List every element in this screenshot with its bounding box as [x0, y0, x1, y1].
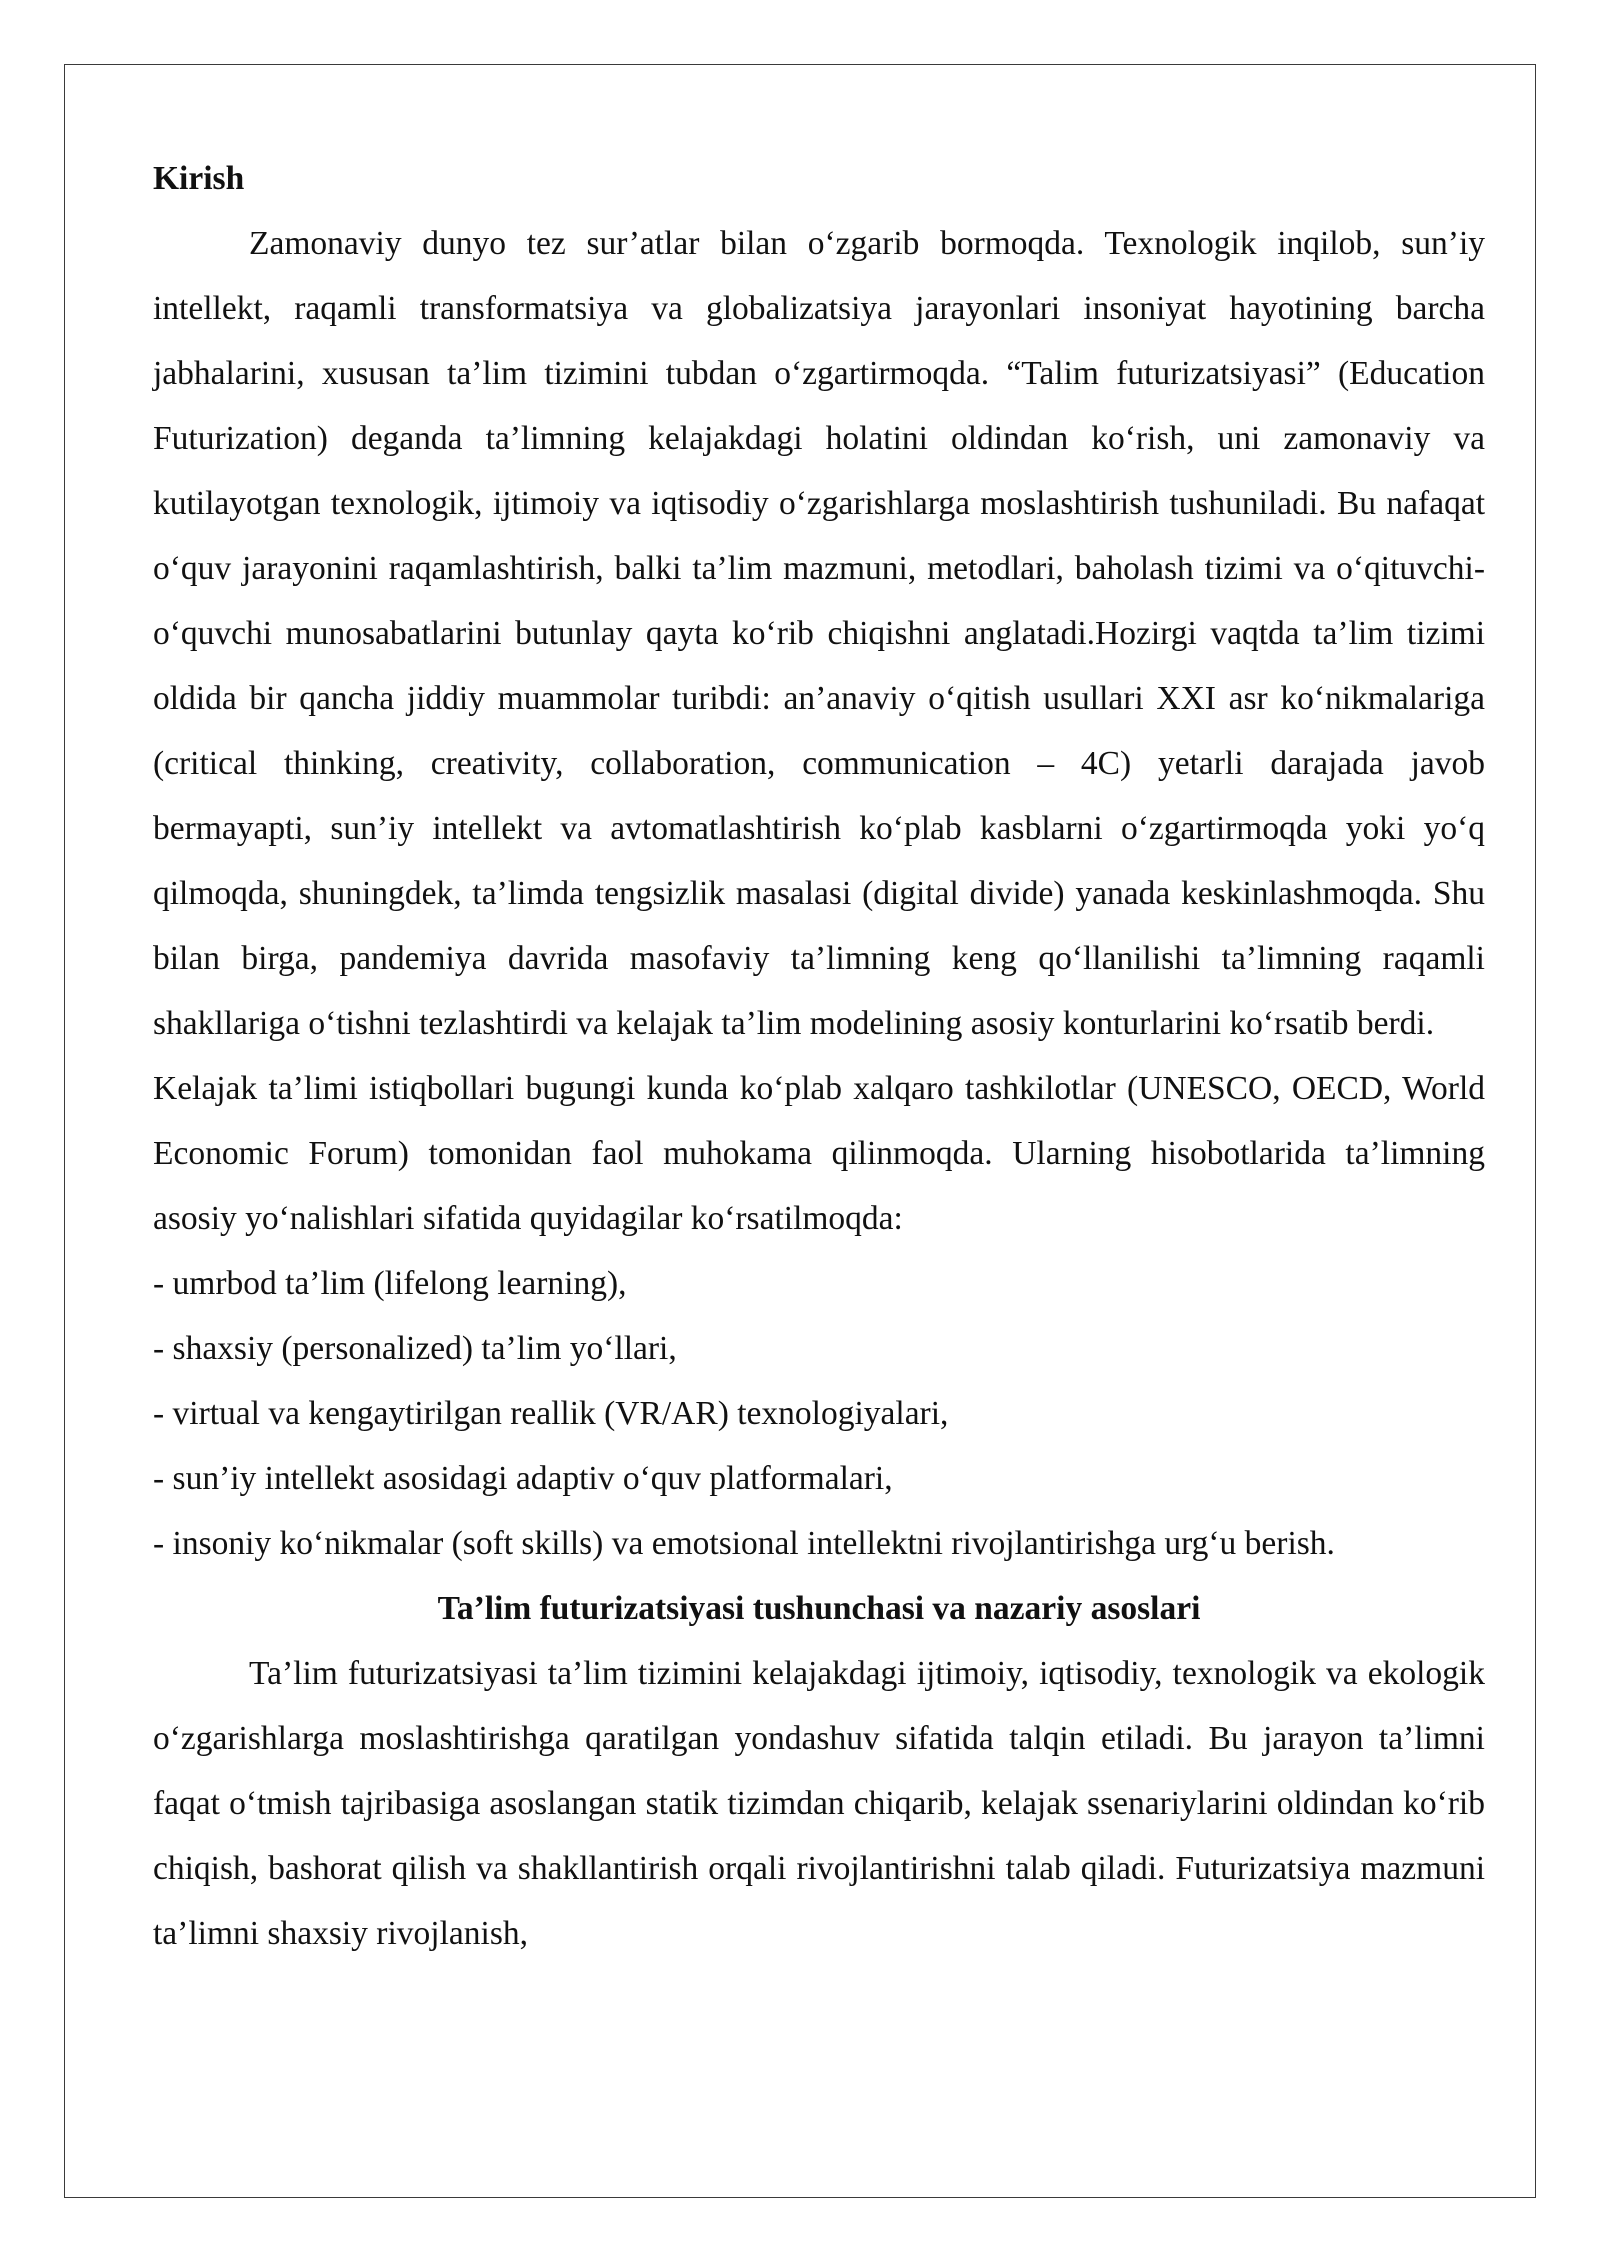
list-item: - virtual va kengaytirilgan reallik (VR/AR) texnologiyalari, [153, 1395, 949, 1432]
list-item: - insoniy ko‘nikmalar (soft skills) va emotsional intellektni rivojlantirishga urg‘u berish. [153, 1525, 1335, 1562]
document-body [153, 146, 1485, 1966]
list-item: - umrbod ta’lim (lifelong learning), [153, 1265, 627, 1302]
section-paragraph-1: Ta’lim futurizatsiyasi ta’lim tizimini kelajakdagi ijtimoiy, iqtisodiy, texnologik va ekologik o‘zgarishlarga moslashtirishga qaratilgan yondashuv sifatida talqin etiladi. Bu jarayon ta’limni faqat o‘tmish tajribasiga asoslangan statik tizimdan chiqarib, kelajak ssenariylarini oldindan ko‘rib chiqish, bashorat qilish va shakllantirish orqali rivojlantirishni talab qiladi. Futurizatsiya mazmuni ta’limni shaxsiy rivojlanish, [153, 1655, 1485, 1952]
intro-paragraph-1: Zamonaviy dunyo tez sur’atlar bilan o‘zgarib bormoqda. Texnologik inqilob, sun’iy intellekt, raqamli transformatsiya va globalizatsiya jarayonlari insoniyat hayotining barcha jabhalarini, xususan ta’lim tizimini tubdan o‘zgartirmoqda. “Talim futurizatsiyasi” (Education Futurization) deganda ta’limning kelajakdagi holatini oldindan ko‘rish, uni zamonaviy va kutilayotgan texnologik, ijtimoiy va iqtisodiy o‘zgarishlarga moslashtirish tushuniladi. Bu nafaqat o‘quv jarayonini raqamlashtirish, balki ta’lim mazmuni, metodlari, baholash tizimi va o‘qituvchi-o‘quvchi munosabatlarini butunlay qayta ko‘rib chiqishni anglatadi.Hozirgi vaqtda ta’lim tizimi oldida bir qancha jiddiy muammolar turibdi: an’anaviy o‘qitish usullari XXI asr ko‘nikmalariga (critical thinking, creativity, collaboration, communication – 4C) yetarli darajada javob bermayapti, sun’iy intellekt va avtomatlashtirish ko‘plab kasblarni o‘zgartirmoqda yoki yo‘q qilmoqda, shuningdek, ta’limda tengsizlik masalasi (digital divide) yanada keskinlashmoqda. Shu bilan birga, pandemiya davrida masofaviy ta’limning keng qo‘llanilishi ta’limning raqamli shakllariga o‘tishni tezlashtirdi va kelajak ta’lim modelining asosiy konturlarini ko‘rsatib berdi. [153, 225, 1485, 1042]
section-heading: Ta’lim futurizatsiyasi tushunchasi va nazariy asoslari [437, 1590, 1201, 1627]
intro-heading: Kirish [153, 160, 245, 197]
list-item: - sun’iy intellekt asosidagi adaptiv o‘quv platformalari, [153, 1460, 893, 1497]
intro-paragraph-2: Kelajak ta’limi istiqbollari bugungi kunda ko‘plab xalqaro tashkilotlar (UNESCO, OECD, World Economic Forum) tomonidan faol muhokama qilinmoqda. Ularning hisobotlarida ta’limning asosiy yo‘nalishlari sifatida quyidagilar ko‘rsatilmoqda: [153, 1070, 1485, 1237]
list-item: - shaxsiy (personalized) ta’lim yo‘llari, [153, 1330, 677, 1367]
